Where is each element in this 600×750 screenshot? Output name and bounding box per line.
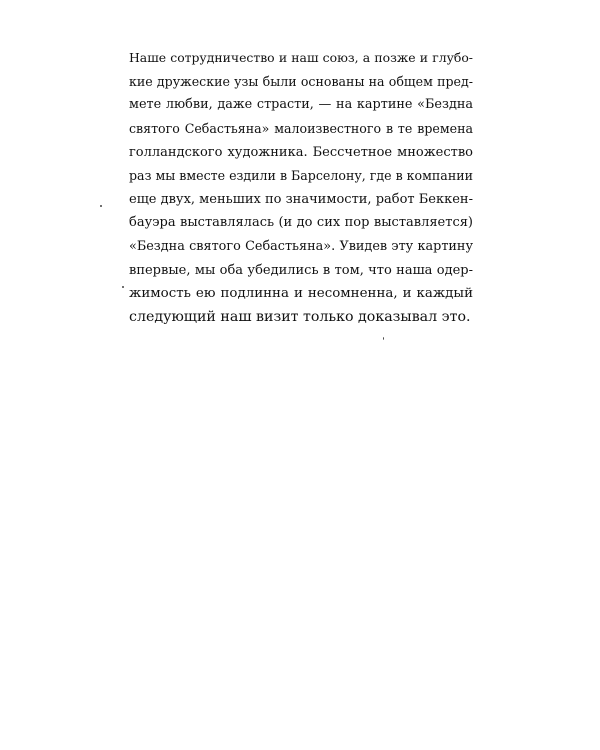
- text-line-8: бауэра выставлялась (и до сих пор выставляется): [129, 215, 473, 231]
- text-line-5: голландского художника. Бессчетное множество: [129, 144, 473, 160]
- text-line-4: святого Себастьяна» малоизвестного в те времена: [129, 120, 473, 136]
- text-line-9: «Бездна святого Себастьяна». Увидев эту картину: [129, 239, 473, 255]
- text-line-7: еще двух, меньших по значимости, работ Беккен-: [129, 191, 473, 207]
- text-line-3: мете любви, даже страсти, — на картине «Бездна: [129, 97, 473, 113]
- scan-speck: [383, 337, 384, 340]
- text-line-10: впервые, мы оба убедились в том, что наша одер-: [129, 262, 473, 278]
- body-paragraph: [129, 46, 473, 330]
- text-line-11: жимость ею подлинна и несомненна, и каждый: [129, 286, 473, 302]
- scan-speck: [122, 286, 124, 288]
- text-line-2: кие дружеские узы были основаны на общем пред-: [129, 73, 473, 89]
- scan-speck: [100, 205, 102, 207]
- text-line-12: следующий наш визит только доказывал это.: [129, 309, 471, 326]
- text-line-1: Наше сотрудничество и наш союз, а позже и глубо-: [129, 50, 473, 65]
- text-line-6: раз мы вместе ездили в Барселону, где в компании: [129, 168, 473, 184]
